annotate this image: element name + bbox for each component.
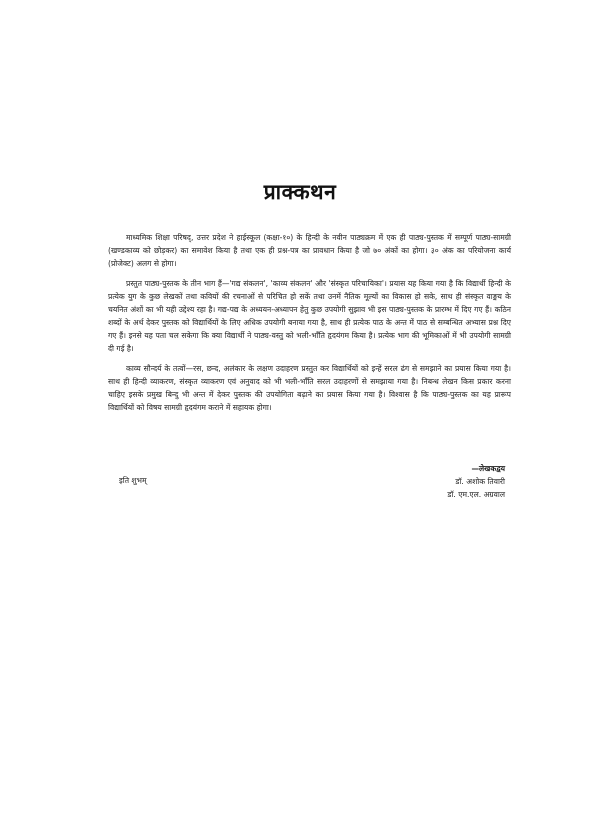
signature-heading: —लेखकद्वय	[471, 464, 505, 473]
author-1: डॉ. अशोक तिवारी	[455, 477, 505, 486]
paragraph-1: माध्यमिक शिक्षा परिषद्, उत्तर प्रदेश ने हाईस्कूल (कक्षा-१०) के हिन्दी के नवीन पाठ्यक्रम में एक ही पाठ्य-पुस्तक में सम्पूर्ण पाठ्य-सामग्री (खण्डकाव्य को छोड़कर) का समावेश किया है तथा एक ही प्रश्न-पत्र का प्रावधान किया है जो ७० अंकों का होगा। ३० अंक का परियोजना कार्य (प्रोजेक्ट) अलग से होगा।	[108, 233, 511, 268]
author-2: डॉ. एम.एल. अग्रवाल	[447, 490, 505, 499]
page-title: प्राक्कथन	[263, 180, 337, 204]
preface-body	[108, 231, 511, 421]
paragraph-2: प्रस्तुत पाठ्य-पुस्तक के तीन भाग हैं—'गद्य संकलन', 'काव्य संकलन' और 'संस्कृत परिचायिका'। प्रयास यह किया गया है कि विद्यार्थी हिन्दी के प्रत्येक युग के कुछ लेखकों तथा कवियों की रचनाओं से परिचित हो सकें तथा उनमें नैतिक मूल्यों का विकास हो सके, साथ ही संस्कृत वाङ्मय के चयनित अंशों का भी यही उद्देश्य रहा है। गद्य-पद्य के अध्ययन-अध्यापन हेतु कुछ उपयोगी सुझाव भी इस पाठ्य-पुस्तक के प्रारम्भ में दिए गए हैं। कठिन शब्दों के अर्थ देकर पुस्तक को विद्यार्थियों के लिए अधिक उपयोगी बनाया गया है, साथ ही प्रत्येक पाठ के अन्त में पाठ से सम्बन्धित अभ्यास प्रश्न दिए गए हैं। इनसे यह पता चल सकेगा कि क्या विद्यार्थी ने पाठ्य-वस्तु को भली-भाँति हृदयंगम किया है। प्रत्येक भाग की भूमिकाओं में भी उपयोगी सामग्री दी गई है।	[108, 279, 511, 353]
signature-block	[305, 462, 505, 501]
paragraph-3: काव्य सौन्दर्य के तत्वों—रस, छन्द, अलंकार के लक्षण उदाहरण प्रस्तुत कर विद्यार्थियों को इन्हें सरल ढंग से समझाने का प्रयास किया गया है। साथ ही हिन्दी व्याकरण, संस्कृत व्याकरण एवं अनुवाद को भी भली-भाँति सरल उदाहरणों से समझाया गया है। निबन्ध लेखन किस प्रकार करना चाहिए इसके प्रमुख बिन्दु भी अन्त में देकर पुस्तक की उपयोगिता बढ़ाने का प्रयास किया गया है। विश्वास है कि पाठ्य-पुस्तक का यह प्रारूप विद्यार्थियों को विषय सामग्री हृदयंगम कराने में सहायक होगा।	[108, 364, 511, 412]
closing-text: इति शुभम्	[119, 476, 147, 485]
